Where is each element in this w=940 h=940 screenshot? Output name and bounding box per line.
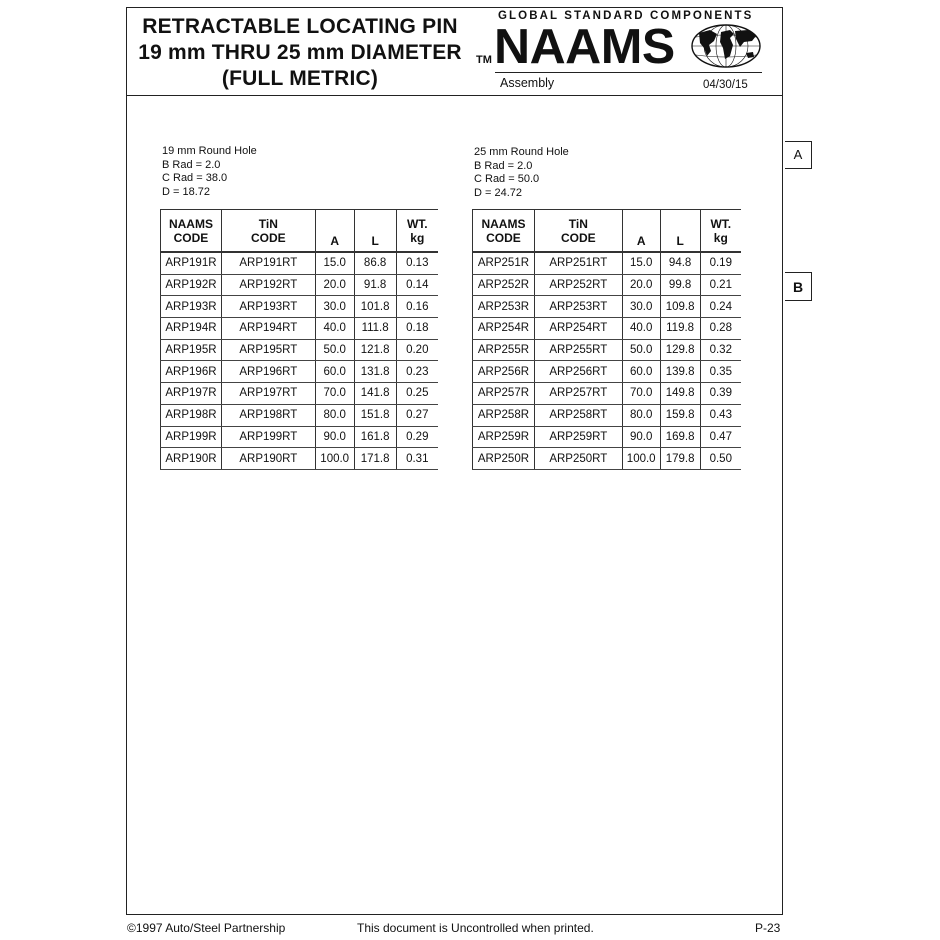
naams-code-cell: ARP191R [161, 252, 222, 274]
a-value-cell: 20.0 [315, 274, 354, 296]
a-value-cell: 100.0 [622, 448, 660, 470]
table-row [473, 274, 742, 296]
revision-date: 04/30/15 [703, 79, 748, 91]
a-value-cell: 50.0 [622, 339, 660, 361]
table-row [161, 383, 439, 405]
tin-code-cell: ARP259RT [534, 426, 622, 448]
naams-code-cell: ARP250R [473, 448, 535, 470]
weight-cell: 0.31 [396, 448, 438, 470]
right-spec-block [474, 146, 569, 200]
weight-cell: 0.14 [396, 274, 438, 296]
left-spec-hole: 19 mm Round Hole [162, 145, 257, 157]
col-weight: WT. kg [406, 216, 428, 245]
l-value-cell: 111.8 [354, 318, 396, 340]
weight-cell: 0.28 [700, 318, 741, 340]
a-value-cell: 20.0 [622, 274, 660, 296]
a-value-cell: 15.0 [622, 252, 660, 274]
left-spec-crad: C Rad = 38.0 [162, 172, 228, 184]
tin-code-cell: ARP251RT [534, 252, 622, 274]
weight-cell: 0.32 [700, 339, 741, 361]
l-value-cell: 139.8 [660, 361, 700, 383]
tin-code-cell: ARP257RT [534, 383, 622, 405]
l-value-cell: 101.8 [354, 296, 396, 318]
title-line-3: (FULL METRIC) [221, 67, 379, 90]
table-row [161, 339, 439, 361]
a-value-cell: 90.0 [315, 426, 354, 448]
l-value-cell: 141.8 [354, 383, 396, 405]
col-weight: WT. kg [710, 216, 732, 245]
globe-icon [690, 23, 762, 69]
a-value-cell: 60.0 [622, 361, 660, 383]
naams-code-cell: ARP255R [473, 339, 535, 361]
weight-cell: 0.21 [700, 274, 741, 296]
naams-code-cell: ARP195R [161, 339, 222, 361]
table-header-row [473, 210, 742, 253]
table-row [161, 404, 439, 426]
col-tin-code: TiN CODE [221, 210, 315, 253]
col-tin-code: TiN CODE [534, 210, 622, 253]
col-a: A [622, 210, 660, 253]
l-value-cell: 159.8 [660, 404, 700, 426]
weight-cell: 0.13 [396, 252, 438, 274]
right-spec-crad: C Rad = 50.0 [474, 173, 540, 185]
tin-code-cell: ARP198RT [221, 404, 315, 426]
table-row [161, 296, 439, 318]
table-row [473, 361, 742, 383]
l-value-cell: 129.8 [660, 339, 700, 361]
naams-code-cell: ARP196R [161, 361, 222, 383]
col-naams-code: NAAMS CODE [161, 210, 222, 253]
weight-cell: 0.18 [396, 318, 438, 340]
weight-cell: 0.25 [396, 383, 438, 405]
a-value-cell: 30.0 [622, 296, 660, 318]
table-row [473, 448, 742, 470]
l-value-cell: 171.8 [354, 448, 396, 470]
l-value-cell: 119.8 [660, 318, 700, 340]
logo-rule [495, 72, 762, 73]
table-row [473, 296, 742, 318]
tin-code-cell: ARP254RT [534, 318, 622, 340]
header-divider [126, 95, 783, 96]
naams-code-cell: ARP259R [473, 426, 535, 448]
a-value-cell: 90.0 [622, 426, 660, 448]
left-spec-brad: B Rad = 2.0 [162, 158, 221, 171]
a-value-cell: 80.0 [622, 404, 660, 426]
right-spec-d: D = 24.72 [474, 186, 523, 199]
a-value-cell: 60.0 [315, 361, 354, 383]
weight-cell: 0.43 [700, 404, 741, 426]
naams-code-cell: ARP194R [161, 318, 222, 340]
col-l: L [660, 210, 700, 253]
left-spec-d: D = 18.72 [162, 185, 211, 198]
tin-code-cell: ARP190RT [221, 448, 315, 470]
col-a: A [315, 210, 354, 253]
right-spec-hole: 25 mm Round Hole [474, 146, 569, 158]
a-value-cell: 30.0 [315, 296, 354, 318]
tin-code-cell: ARP191RT [221, 252, 315, 274]
naams-code-cell: ARP251R [473, 252, 535, 274]
table-row [473, 318, 742, 340]
tin-code-cell: ARP195RT [221, 339, 315, 361]
l-value-cell: 121.8 [354, 339, 396, 361]
l-value-cell: 151.8 [354, 404, 396, 426]
table-row [473, 426, 742, 448]
a-value-cell: 50.0 [315, 339, 354, 361]
a-value-cell: 80.0 [315, 404, 354, 426]
weight-cell: 0.23 [396, 361, 438, 383]
naams-code-cell: ARP254R [473, 318, 535, 340]
weight-cell: 0.35 [700, 361, 741, 383]
col-naams-code: NAAMS CODE [473, 210, 535, 253]
trademark-mark: TM [476, 54, 492, 66]
table-row [473, 252, 742, 274]
naams-code-cell: ARP252R [473, 274, 535, 296]
a-value-cell: 70.0 [315, 383, 354, 405]
left-spec-block [162, 145, 257, 199]
tin-code-cell: ARP192RT [221, 274, 315, 296]
l-value-cell: 94.8 [660, 252, 700, 274]
title-line-2: 19 mm THRU 25 mm DIAMETER [138, 41, 462, 64]
weight-cell: 0.16 [396, 296, 438, 318]
l-value-cell: 179.8 [660, 448, 700, 470]
naams-code-cell: ARP198R [161, 404, 222, 426]
naams-code-cell: ARP258R [473, 404, 535, 426]
table-row [161, 448, 439, 470]
right-pin-table [472, 209, 741, 470]
a-value-cell: 15.0 [315, 252, 354, 274]
table-header-row [161, 210, 439, 253]
naams-code-cell: ARP190R [161, 448, 222, 470]
l-value-cell: 131.8 [354, 361, 396, 383]
title-line-1: RETRACTABLE LOCATING PIN [142, 15, 458, 38]
table-row [473, 404, 742, 426]
table-row [473, 339, 742, 361]
footer-copyright: ©1997 Auto/Steel Partnership [127, 921, 286, 935]
naams-code-cell: ARP257R [473, 383, 535, 405]
naams-code-cell: ARP253R [473, 296, 535, 318]
l-value-cell: 91.8 [354, 274, 396, 296]
tin-code-cell: ARP250RT [534, 448, 622, 470]
naams-code-cell: ARP197R [161, 383, 222, 405]
a-value-cell: 70.0 [622, 383, 660, 405]
section-tab-b[interactable]: B [785, 272, 812, 301]
table-row [161, 426, 439, 448]
footer-page-number: P-23 [755, 921, 781, 935]
tin-code-cell: ARP252RT [534, 274, 622, 296]
naams-code-cell: ARP256R [473, 361, 535, 383]
table-row [161, 252, 439, 274]
table-row [473, 383, 742, 405]
section-label: Assembly [500, 76, 555, 90]
weight-cell: 0.50 [700, 448, 741, 470]
naams-logo-text: NAAMS [494, 20, 675, 74]
l-value-cell: 161.8 [354, 426, 396, 448]
table-row [161, 318, 439, 340]
weight-cell: 0.24 [700, 296, 741, 318]
tin-code-cell: ARP253RT [534, 296, 622, 318]
tin-code-cell: ARP196RT [221, 361, 315, 383]
table-row [161, 361, 439, 383]
l-value-cell: 109.8 [660, 296, 700, 318]
weight-cell: 0.20 [396, 339, 438, 361]
weight-cell: 0.27 [396, 404, 438, 426]
naams-code-cell: ARP193R [161, 296, 222, 318]
a-value-cell: 40.0 [622, 318, 660, 340]
naams-code-cell: ARP192R [161, 274, 222, 296]
weight-cell: 0.39 [700, 383, 741, 405]
right-spec-brad: B Rad = 2.0 [474, 159, 533, 172]
weight-cell: 0.29 [396, 426, 438, 448]
weight-cell: 0.19 [700, 252, 741, 274]
a-value-cell: 40.0 [315, 318, 354, 340]
table-row [161, 274, 439, 296]
tin-code-cell: ARP194RT [221, 318, 315, 340]
naams-code-cell: ARP199R [161, 426, 222, 448]
left-pin-table [160, 209, 438, 470]
l-value-cell: 169.8 [660, 426, 700, 448]
l-value-cell: 149.8 [660, 383, 700, 405]
tin-code-cell: ARP199RT [221, 426, 315, 448]
l-value-cell: 86.8 [354, 252, 396, 274]
tin-code-cell: ARP255RT [534, 339, 622, 361]
tin-code-cell: ARP258RT [534, 404, 622, 426]
a-value-cell: 100.0 [315, 448, 354, 470]
tin-code-cell: ARP256RT [534, 361, 622, 383]
col-l: L [354, 210, 396, 253]
l-value-cell: 99.8 [660, 274, 700, 296]
section-tab-a[interactable]: A [785, 141, 812, 169]
tin-code-cell: ARP193RT [221, 296, 315, 318]
weight-cell: 0.47 [700, 426, 741, 448]
global-standard-label: GLOBAL STANDARD COMPONENTS [498, 10, 754, 22]
tin-code-cell: ARP197RT [221, 383, 315, 405]
footer-notice: This document is Uncontrolled when printed. [357, 921, 594, 935]
